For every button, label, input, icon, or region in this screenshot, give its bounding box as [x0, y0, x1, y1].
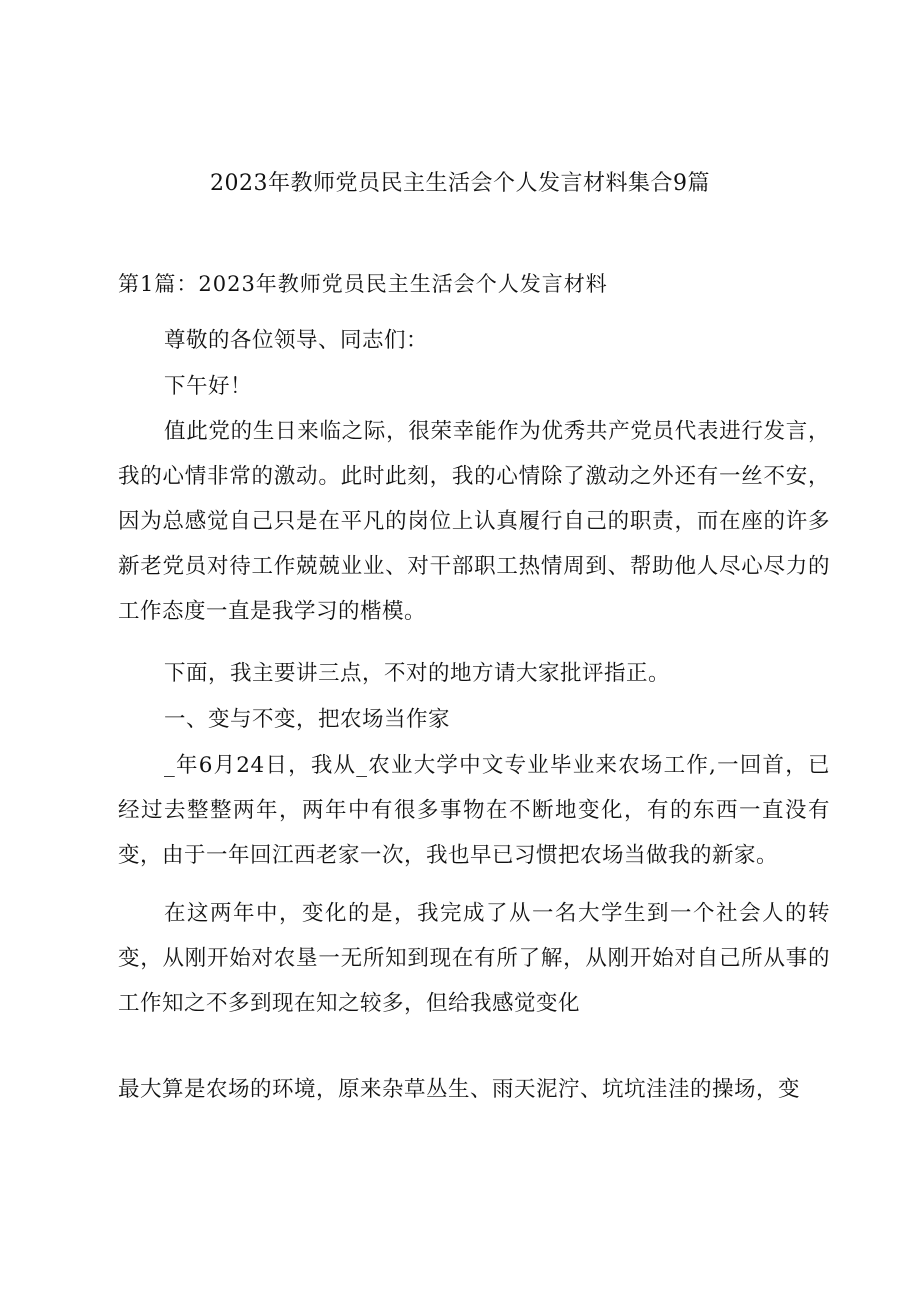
paragraph-greeting: 尊敬的各位领导、同志们：: [164, 328, 429, 353]
paragraph-graduation: _年6月24日，我从_农业大学中文专业毕业来农场工作,一回首，已经过去整整两年，两年中有很多事物在不断地变化，有的东西一直没有变，由于一年回江西老家一次，我也早已习惯把农场当做我的新家。: [118, 753, 830, 868]
paragraph-continuation: 最大算是农场的环境，原来杂草丛生、雨天泥泞、坑坑洼洼的操场，变: [118, 1077, 801, 1102]
article-heading: 第1篇：2023年教师党员民主生活会个人发言材料: [118, 272, 608, 296]
document-title: 2023年教师党员民主生活会个人发言材料集合9篇: [210, 171, 710, 196]
paragraph-changes: 在这两年中，变化的是，我完成了从一名大学生到一个社会人的转变，从刚开始对农垦一无所知到现在有所了解，从刚开始对自己所从事的工作知之不多到现在知之较多，但给我感觉变化: [118, 901, 830, 1016]
section-heading-1: 一、变与不变，把农场当作家: [164, 707, 451, 732]
paragraph-intro: 值此党的生日来临之际，很荣幸能作为优秀共产党员代表进行发言，我的心情非常的激动。此时此刻，我的心情除了激动之外还有一丝不安，因为总感觉自己只是在平凡的岗位上认真履行自己的职责，而在座的许多新老党员对待工作兢兢业业、对干部职工热情周到、帮助他人尽心尽力的工作态度一直是我学习的楷模。: [118, 419, 830, 624]
paragraph-hello: 下午好！: [164, 374, 253, 399]
paragraph-outline: 下面，我主要讲三点，不对的地方请大家批评指正。: [164, 661, 671, 686]
